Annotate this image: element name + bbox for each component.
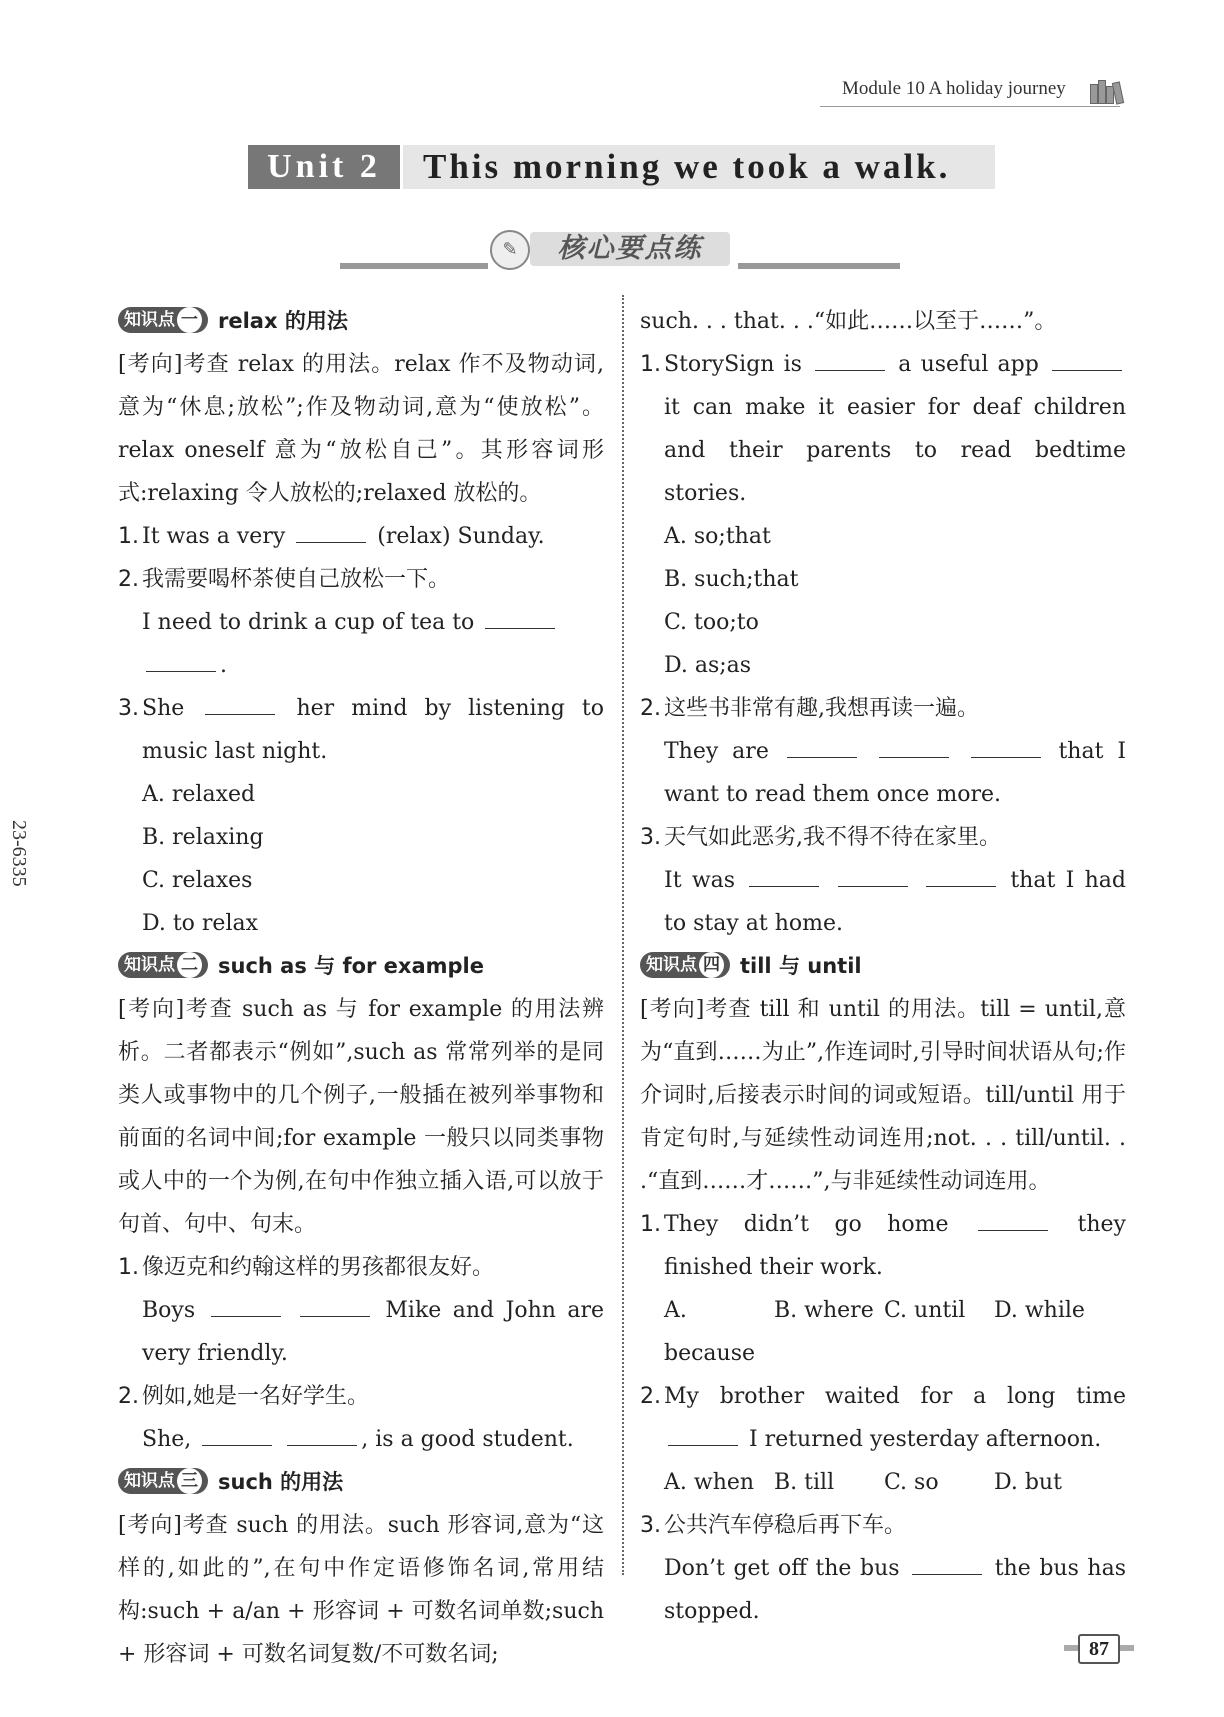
exercise-sentence: I need to drink a cup of tea to .	[118, 601, 604, 687]
answer-blank[interactable]	[202, 1444, 272, 1446]
left-column	[118, 300, 604, 1676]
running-header	[820, 76, 1120, 107]
option[interactable]: B. relaxing	[142, 825, 264, 850]
answer-blank[interactable]	[879, 756, 949, 758]
page-number-block	[1064, 1634, 1134, 1664]
page-number-bar-right	[1120, 1645, 1134, 1651]
page-number-bar-left	[1064, 1645, 1078, 1651]
pen-icon: ✎	[490, 230, 530, 270]
answer-blank[interactable]	[912, 1573, 982, 1575]
page-number: 87	[1078, 1634, 1120, 1664]
exercise-item: 1. It was a very (relax) Sunday.	[118, 524, 545, 549]
option[interactable]: D. as;as	[664, 653, 752, 678]
answer-blank[interactable]	[787, 756, 857, 758]
knowledge-badge: 知识点 四	[640, 952, 730, 978]
exercise-sentence: It was that I had to stay at home.	[664, 868, 1126, 936]
option[interactable]: A. relaxed	[142, 782, 256, 807]
knowledge-point-title: such as 与 for example	[218, 954, 484, 978]
banner-title: 核心要点练	[530, 232, 730, 266]
answer-blank[interactable]	[485, 627, 555, 629]
knowledge-point-2-heading	[118, 945, 604, 988]
books-icon	[1090, 82, 1120, 104]
answer-blank[interactable]	[749, 885, 819, 887]
answer-options	[640, 1461, 1126, 1504]
banner-rule-left	[340, 263, 488, 269]
option[interactable]: B. till	[774, 1470, 835, 1495]
exercise-item: 3. She her mind by listening to music last night.	[118, 696, 605, 764]
exercise-sentence: They are that I want to read them once more.	[664, 739, 1127, 807]
exercise-item: 3. 天气如此恶劣,我不得不待在家里。	[640, 825, 1001, 850]
knowledge-point-2-desc: [考向]考查 such as 与 for example 的用法辨析。二者都表示“例如”,such as 常常列举的是同类人或事物中的几个例子,一般插在被列举事物和前面的名词中间;for example 一般只以同类事物或人中的一个为例,在句中作独立插入语,可以放于句首、句中、句末。	[118, 997, 604, 1237]
answer-blank[interactable]	[146, 670, 216, 672]
section-banner	[340, 230, 900, 274]
option[interactable]: C. until	[884, 1298, 966, 1323]
option[interactable]: C. relaxes	[142, 868, 253, 893]
option[interactable]: B. where	[774, 1298, 874, 1323]
exercise-item: 1. StorySign is a useful app it can make it easier for deaf children and their parents to read bedtime stories.	[640, 352, 1126, 506]
answer-options	[640, 515, 1126, 687]
exercise-item: 2. My brother waited for a long time I returned yesterday afternoon.	[640, 1384, 1126, 1452]
option[interactable]: D. while	[994, 1298, 1085, 1323]
option[interactable]: D. but	[994, 1470, 1062, 1495]
option[interactable]: D. to relax	[142, 911, 259, 936]
option[interactable]: A. when	[664, 1470, 755, 1495]
option[interactable]: A. because	[664, 1298, 756, 1366]
column-divider	[622, 295, 624, 1575]
knowledge-point-1-desc: [考向]考查 relax 的用法。relax 作不及物动词,意为“休息;放松”;作及物动词,意为“使放松”。relax oneself 意为“放松自己”。其形容词形式:relaxing 令人放松的;relaxed 放松的。	[118, 352, 604, 506]
exercise-item: 2. 我需要喝杯茶使自己放松一下。	[118, 567, 451, 592]
option[interactable]: C. so	[884, 1470, 939, 1495]
side-code: 23-6335	[8, 820, 30, 887]
knowledge-badge: 知识点 二	[118, 952, 208, 978]
exercise-item: 3. 公共汽车停稳后再下车。	[640, 1513, 907, 1538]
answer-blank[interactable]	[926, 885, 996, 887]
knowledge-point-3-cont: such. . . that. . .“如此……以至于……”。	[640, 309, 1057, 334]
answer-blank[interactable]	[668, 1444, 738, 1446]
knowledge-point-4-desc: [考向]考查 till 和 until 的用法。till = until,意为“直到……为止”,作连词时,引导时间状语从句;作介词时,后接表示时间的词或短语。till/until 用于肯定句时,与延续性动词连用;not. . . till/until. . .“直到……才……”,与非延续性动词连用。	[640, 997, 1126, 1194]
answer-blank[interactable]	[300, 1315, 370, 1317]
answer-blank[interactable]	[978, 1229, 1048, 1231]
knowledge-point-title: relax 的用法	[218, 309, 348, 333]
option[interactable]: C. too;to	[664, 610, 759, 635]
exercise-item: 2. 例如,她是一名好学生。	[118, 1384, 369, 1409]
answer-blank[interactable]	[287, 1444, 357, 1446]
answer-options	[118, 773, 604, 945]
module-title: Module 10 A holiday journey	[842, 78, 1066, 99]
exercise-sentence: She, , is a good student.	[142, 1427, 574, 1452]
exercise-item: 1. They didn’t go home they finished their work.	[640, 1212, 1126, 1280]
knowledge-badge: 知识点 三	[118, 1468, 208, 1494]
answer-blank[interactable]	[1052, 369, 1122, 371]
unit-title-text: This morning we took a walk.	[403, 145, 995, 189]
right-column	[640, 300, 1126, 1633]
answer-blank[interactable]	[815, 369, 885, 371]
option[interactable]: B. such;that	[664, 567, 799, 592]
knowledge-point-title: till 与 until	[740, 954, 862, 978]
knowledge-point-4-heading	[640, 945, 1126, 988]
answer-blank[interactable]	[838, 885, 908, 887]
exercise-item: 1. 像迈克和约翰这样的男孩都很友好。	[118, 1255, 495, 1280]
exercise-sentence: Boys Mike and John are very friendly.	[142, 1298, 604, 1366]
exercise-sentence: Don’t get off the bus the bus has stopped.	[664, 1556, 1127, 1624]
answer-blank[interactable]	[296, 541, 366, 543]
answer-blank[interactable]	[971, 756, 1041, 758]
answer-blank[interactable]	[205, 713, 275, 715]
knowledge-point-3-desc: [考向]考查 such 的用法。such 形容词,意为“这样的,如此的”,在句中作定语修饰名词,常用结构:such + a/an + 形容词 + 可数名词单数;such + 形容词 + 可数名词复数/不可数名词;	[118, 1513, 604, 1667]
answer-options	[640, 1289, 1126, 1375]
answer-blank[interactable]	[211, 1315, 281, 1317]
knowledge-point-1-heading	[118, 300, 604, 343]
unit-label: Unit 2	[248, 145, 400, 189]
knowledge-point-title: such 的用法	[218, 1470, 344, 1494]
knowledge-point-3-heading	[118, 1461, 604, 1504]
exercise-item: 2. 这些书非常有趣,我想再读一遍。	[640, 696, 979, 721]
option[interactable]: A. so;that	[664, 524, 771, 549]
knowledge-badge: 知识点 一	[118, 307, 208, 333]
banner-rule-right	[738, 263, 900, 269]
